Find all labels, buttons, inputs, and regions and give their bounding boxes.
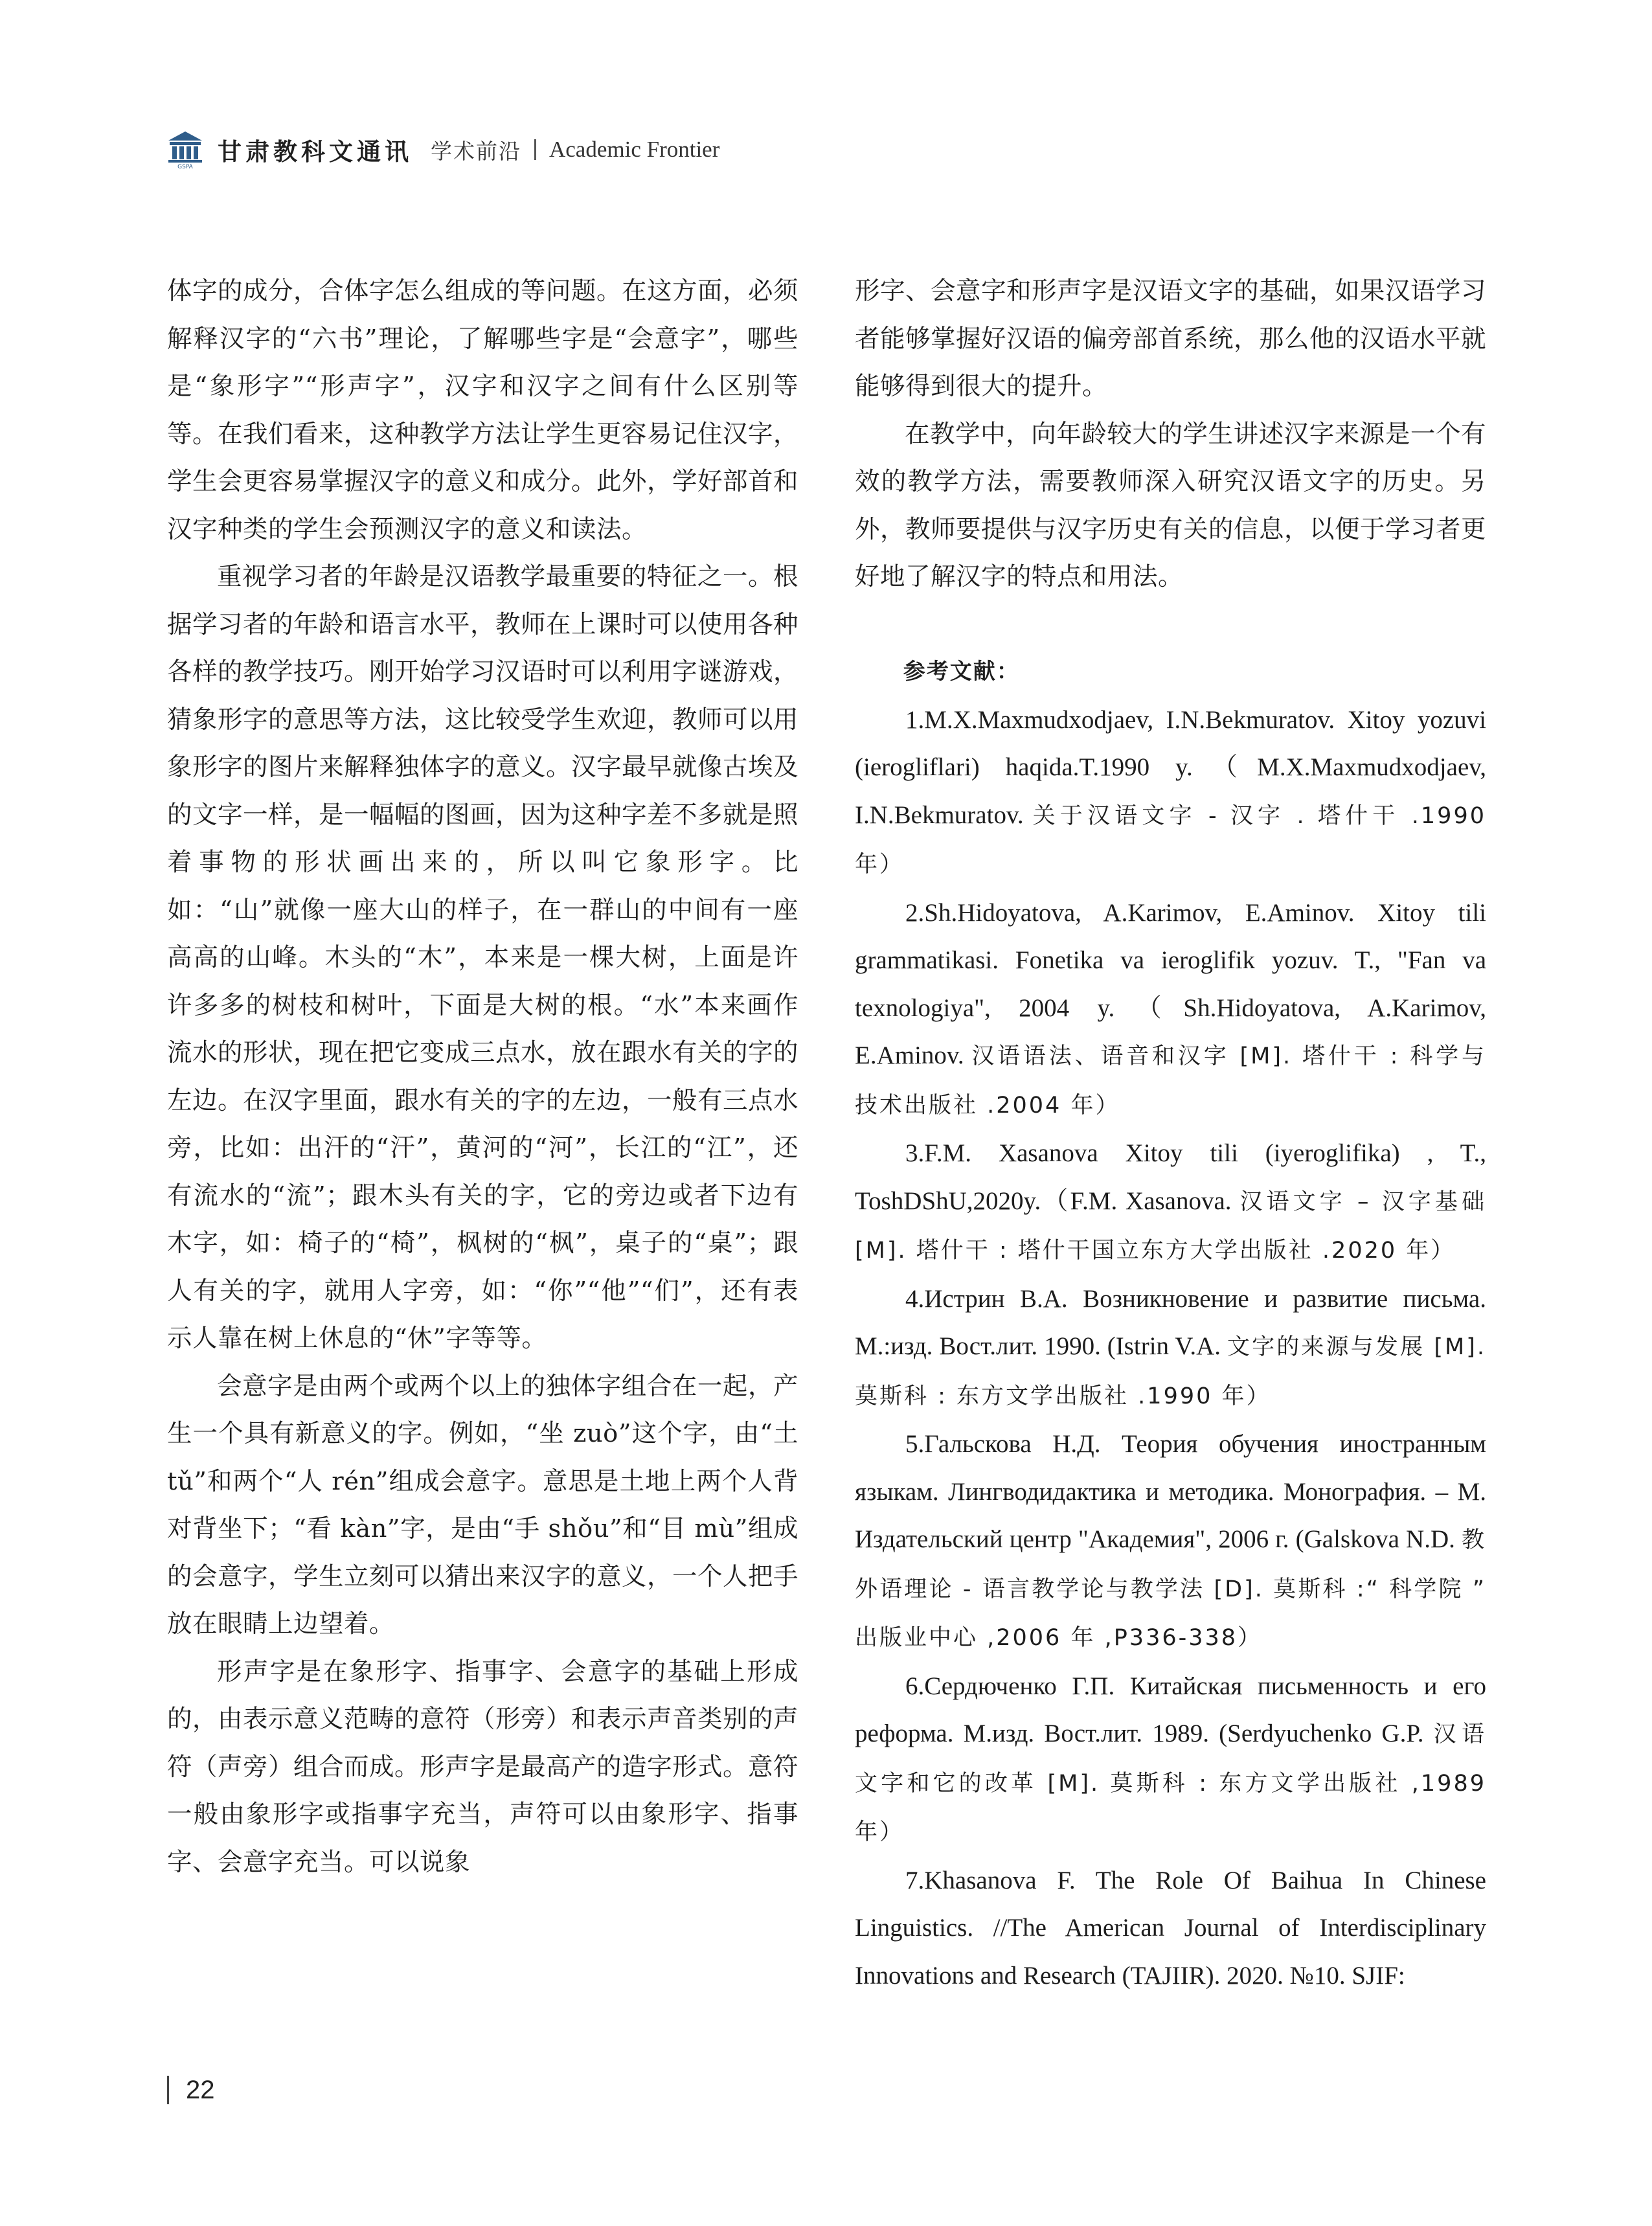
paragraph: 形字、会意字和形声字是汉语文字的基础，如果汉语学习者能够掌握好汉语的偏旁部首系统，那么他的汉语水平就能够得到很大的提升。 (855, 277, 1487, 401)
right-column (855, 267, 1486, 2049)
paragraph: 会意字是由两个或两个以上的独体字组合在一起，产生一个具有新意义的字。例如，“坐 zuò”这个字，由“土 tǔ”和两个“人 rén”组成会意字。意思是土地上两个人背对背坐下；“看 kàn”字，是由“手 shǒu”和“目 mù”组成的会意字，学生立刻可以猜出来汉字的意义，一个人把手放在眼睛上边望着。 (167, 1371, 799, 1639)
paragraph: 重视学习者的年龄是汉语教学最重要的特征之一。根据学习者的年龄和语言水平，教师在上课时可以使用各种各样的教学技巧。刚开始学习汉语时可以利用字谜游戏，猜象形字的意思等方法，这比较受学生欢迎，教师可以用象形字的图片来解释独体字的意义。汉字最早就像古埃及的文字一样，是一幅幅的图画，因为这种字差不多就是照着事物的形状画出来的，所以叫它象形字。比如：“山”就像一座大山的样子，在一群山的中间有一座高高的山峰。木头的“木”，本来是一棵大树，上面是许许多多的树枝和树叶，下面是大树的根。“水”本来画作流水的形状，现在把它变成三点水，放在跟水有关的字的左边。在汉字里面，跟水有关的字的左边，一般有三点水旁，比如：出汗的“汗”，黄河的“河”，长江的“江”，还有流水的“流”；跟木头有关的字，它的旁边或者下边有木字，如：椅子的“椅”，枫树的“枫”，桌子的“桌”；跟人有关的字，就用人字旁，如：“你”“他”“们”，还有表示人靠在树上休息的“休”字等等。 (167, 562, 799, 1353)
section-title-cn: 学术前沿 (431, 138, 521, 164)
section-title-en: Academic Frontier (549, 137, 720, 162)
reference-item: 5.Гальскова Н.Д. Теория обучения иностранным языкам. Лингводидактика и методика. Монография. – М. Издательский центр "Академия", 2006 г. (Galskova N.D. 教外语理论 - 语言教学论与教学法 [D]. 莫斯科 :“ 科学院 ” 出版业中心 ,2006 年 ,P336-338） (855, 1430, 1486, 1651)
page-number: 22 (186, 2075, 215, 2104)
page-header (167, 127, 719, 172)
reference-item: 6.Сердюченко Г.П. Китайская письменность и его реформа. М.изд. Вост.лит. 1989. (Serdyuchenko G.P. 汉语文字和它的改革 [M]. 莫斯科 : 东方文学出版社 ,1989 年） (855, 1672, 1486, 1845)
logo-text: GSPA (177, 164, 193, 169)
paragraph: 体字的成分，合体字怎么组成的等问题。在这方面，必须解释汉字的“六书”理论，了解哪些字是“会意字”，哪些是“象形字”“形声字”，汉字和汉字之间有什么区别等等。在我们看来，这种教学方法让学生更容易记住汉字，学生会更容易掌握汉字的意义和成分。此外，学好部首和汉字种类的学生会预测汉字的意义和读法。 (167, 277, 799, 544)
reference-item: 1.M.X.Maxmudxodjaev, I.N.Bekmuratov. Xitoy yozuvi (ierogliflari) haqida.T.1990 y.（M.X.Maxmudxodjaev, I.N.Bekmuratov. 关于汉语文字 - 汉字 . 塔什干 .1990 年） (855, 705, 1486, 878)
references-heading: 参考文献： (903, 659, 1020, 685)
paragraph: 在教学中，向年龄较大的学生讲述汉字来源是一个有效的教学方法，需要教师深入研究汉语文字的历史。另外，教师要提供与汉字历史有关的信息，以便于学习者更好地了解汉字的特点和用法。 (855, 419, 1487, 591)
journal-logo-icon (167, 130, 203, 169)
reference-item: 4.Истрин В.А. Возникновение и развитие письма. М.:изд. Вост.лит. 1990. (Istrin V.A. 文字的来源与发展 [M]. 莫斯科 : 东方文学出版社 .1990 年） (855, 1284, 1486, 1409)
paragraph: 形声字是在象形字、指事字、会意字的基础上形成的，由表示意义范畴的意符（形旁）和表示声音类别的声符（声旁）组合而成。形声字是最高产的造字形式。意符一般由象形字或指事字充当，声符可以由象形字、指事字、会意字充当。可以说象 (167, 1657, 799, 1877)
reference-item: 7.Khasanova F. The Role Of Baihua In Chinese Linguistics. //The American Journal of Interdisciplinary Innovations and Research (TAJIIR). 2020. №10. SJIF: (855, 1866, 1486, 1990)
page-footer (167, 2074, 215, 2106)
reference-item: 3.F.M. Xasanova Xitoy tili (iyeroglifika) , T., ToshDShU,2020y.（F.M. Xasanova. 汉语文字 – 汉字基础 [M]. 塔什干 : 塔什干国立东方大学出版社 .2020 年） (855, 1139, 1486, 1264)
journal-title: 甘肃教科文通讯 (218, 138, 413, 166)
footer-divider (167, 2076, 169, 2104)
left-column (167, 267, 798, 2049)
reference-item: 2.Sh.Hidoyatova, A.Karimov, E.Aminov. Xitoy tili grammatikasi. Fonetika va ieroglifik yozuv. T., "Fan va texnologiya", 2004 y.（Sh.Hidoyatova, A.Karimov, E.Aminov. 汉语语法、语音和汉字 [M]. 塔什干 : 科学与技术出版社 .2004 年） (855, 898, 1486, 1119)
header-divider (534, 139, 536, 160)
